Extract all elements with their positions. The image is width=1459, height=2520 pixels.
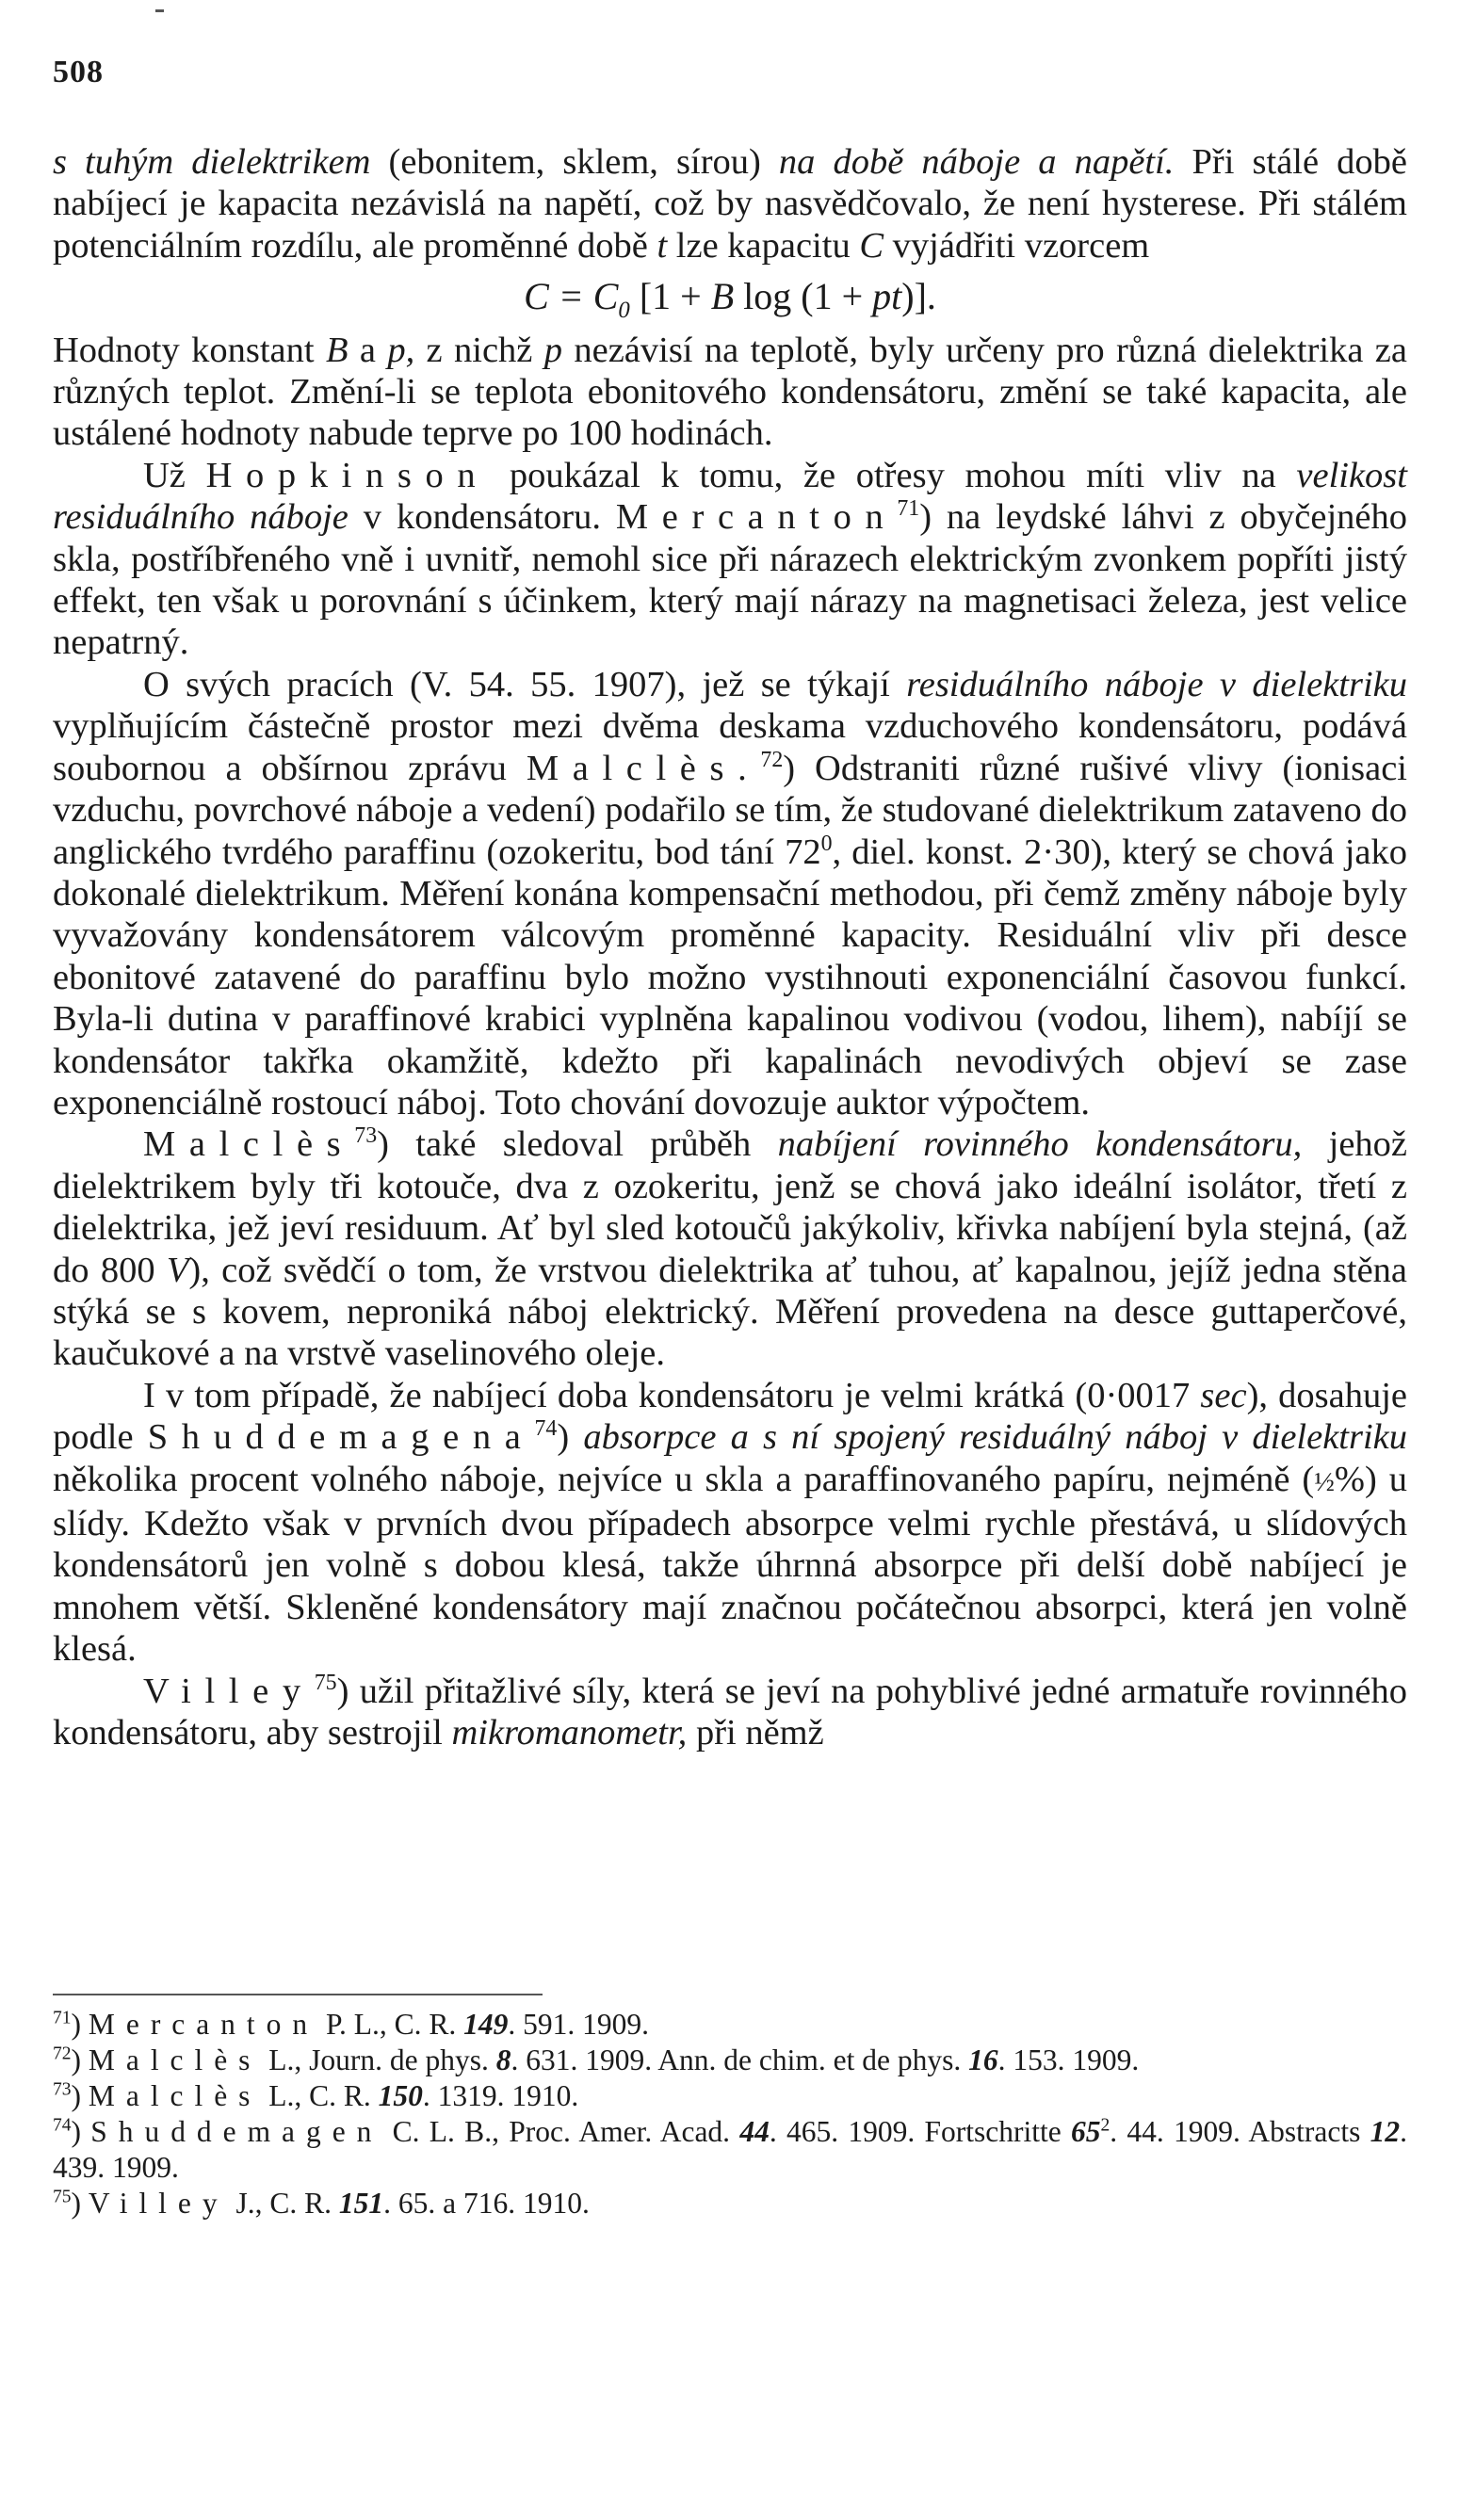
italic-phrase: nabíjení rovinného kondensátoru, bbox=[777, 1124, 1303, 1165]
footnote-author: Malclès bbox=[88, 2079, 262, 2112]
footnote-volume: 65 bbox=[1070, 2115, 1101, 2148]
text-run: vyjádřiti vzorcem bbox=[884, 225, 1150, 266]
capacity-formula bbox=[53, 275, 1407, 324]
footnote-text: . 631. 1909. Ann. de chim. et de phys. bbox=[511, 2043, 969, 2076]
text-run: několika procent volného náboje, nejvíce u skla a paraffinovaného papíru, nejméně ( bbox=[53, 1459, 1315, 1499]
footnote-71: $^{71}$) Mercanton P. L., C. R. 149. 591. 1909. bbox=[53, 2008, 649, 2041]
italic-unit: sec bbox=[1200, 1375, 1247, 1415]
text-run: ) Odstraniti různé rušivé vlivy (ionisaci vzduchu, povrchové náboje a vedení) podařilo se tím, že studované dielektrikum zataveno do anglického tvrdého paraffinu (ozokeritu, bod tání 72 bbox=[53, 748, 1408, 872]
text-run: ) také sledoval průběh bbox=[377, 1124, 778, 1165]
footnote-divider bbox=[53, 1994, 543, 1995]
author-name: Hopkinson bbox=[205, 455, 490, 495]
text-run: poukázal k tomu, že otřesy mohou míti vliv na bbox=[489, 455, 1297, 495]
footnote-author: Mercanton bbox=[88, 2008, 319, 2041]
footnotes bbox=[53, 2007, 1407, 2221]
footnote-volume: 149 bbox=[463, 2008, 509, 2041]
formula-part: [1 + bbox=[629, 275, 711, 318]
formula-subscript: 0 bbox=[618, 298, 630, 324]
footnote-text: L., Journ. de phys. bbox=[261, 2043, 496, 2076]
text-run: jehož dielektrikem byly tři kotouče, dva z ozokeritu, jenž se chová jako ideální isolátor, třetí z dielektrika, jež jeví residuum. Ať byl sled kotoučů jakýkoliv, křivka nabíjení byla stejná, (až do 800 bbox=[53, 1124, 1408, 1290]
author-name: Malclès. bbox=[526, 748, 761, 788]
formula-lhs: C = C bbox=[524, 275, 619, 318]
footnote-volume: 44 bbox=[739, 2115, 770, 2148]
text-run: v kondensátoru. bbox=[348, 497, 616, 538]
footnote-author: Shuddemagen bbox=[90, 2115, 383, 2148]
footnote-ref: 71 bbox=[897, 496, 920, 522]
paragraph-7 bbox=[53, 1671, 1407, 1754]
italic-symbol: t bbox=[657, 225, 668, 266]
italic-phrase: mikromanometr, bbox=[451, 1713, 688, 1753]
paragraph-4 bbox=[53, 664, 1407, 1123]
fraction: ½ bbox=[1314, 1466, 1335, 1497]
formula-pt: pt bbox=[872, 275, 902, 318]
text-run: a bbox=[348, 330, 388, 370]
text-run: lze kapacitu bbox=[667, 225, 860, 266]
footnote-text: . 465. 1909. Fortschritte bbox=[769, 2115, 1071, 2148]
text-run: (ebonitem, sklem, sírou) bbox=[370, 142, 779, 182]
text-run: nezávisí na teplotě, byly určeny pro různá dielektrika za různých teplot. Změní-li se teplota ebonitového kondensátoru, změní se také kapacita, ale ustálené hodnoty nabude teprve po 100 hodinách. bbox=[53, 330, 1407, 454]
footnote-text: . 591. 1909. bbox=[508, 2008, 649, 2041]
text-run: O svých pracích (V. 54. 55. 1907), jež se týkají bbox=[143, 664, 907, 704]
footnote-number: 74 bbox=[53, 2115, 72, 2136]
paragraph-3 bbox=[53, 455, 1407, 664]
footnote-75: $^{75}$) Villey J., C. R. 151. 65. a 716. 1910. bbox=[53, 2187, 590, 2220]
footnote-volume: 151 bbox=[338, 2187, 384, 2220]
footnote-text: J., C. R. bbox=[228, 2187, 339, 2220]
footnote-number: 72 bbox=[53, 2043, 72, 2064]
text-run: Už bbox=[143, 455, 206, 495]
footnote-number: 73 bbox=[53, 2079, 72, 2100]
text-run: ) na leydské láhvi z obyčejného skla, postříbřeného vně i uvnitř, nemohl sice při nárazech elektrickým zvonkem popříti jistý effekt, ten však u porovnání s účinkem, který mají nárazy na magnetisaci železa, jest velice nepatrný. bbox=[53, 497, 1407, 663]
footnote-text: . 65. a 716. 1910. bbox=[383, 2187, 590, 2220]
footnote-author: Villey bbox=[88, 2187, 229, 2220]
footnote-ref: 75 bbox=[314, 1670, 337, 1695]
page-number: 508 bbox=[53, 55, 104, 89]
formula-log: log (1 + bbox=[734, 275, 873, 318]
footnote-ref: 73 bbox=[354, 1123, 378, 1149]
paragraph-6 bbox=[53, 1375, 1407, 1671]
footnote-text: . 439. 1909. bbox=[53, 2115, 1407, 2184]
footnote-author: Malclès bbox=[88, 2043, 262, 2076]
footnote-volume: 12 bbox=[1370, 2115, 1401, 2148]
footnote-volume: 150 bbox=[378, 2079, 423, 2112]
italic-symbol: C bbox=[859, 225, 884, 266]
paragraph-1 bbox=[53, 141, 1407, 267]
footnote-text: P. L., C. R. bbox=[318, 2008, 464, 2041]
italic-phrase: na době náboje a napětí. bbox=[778, 142, 1175, 182]
footnote-number: 71 bbox=[53, 2008, 72, 2028]
text-run: I v tom případě, že nabíjecí doba kondensátoru je velmi krátká (0·0017 bbox=[143, 1375, 1201, 1415]
footnote-volume: 16 bbox=[968, 2043, 998, 2076]
footnote-text: C. L. B., Proc. Amer. Acad. bbox=[382, 2115, 740, 2148]
footnote-number: 75 bbox=[53, 2187, 72, 2207]
footnote-74: $^{74}$) Shuddemagen C. L. B., Proc. Amer. Acad. 44. 465. 1909. Fortschritte $65^2$. 44. 1909. Abstracts 12. 439. 1909. bbox=[53, 2115, 1407, 2184]
footnote-text: L., C. R. bbox=[261, 2079, 379, 2112]
formula-close: )]. bbox=[901, 275, 936, 318]
author-name: Mercanton bbox=[615, 497, 898, 538]
italic-phrase: residuálního náboje v dielektriku bbox=[906, 664, 1407, 704]
author-name: Shuddemagena bbox=[147, 1417, 535, 1458]
main-text bbox=[53, 141, 1407, 1753]
footnote-text: . 153. 1909. bbox=[997, 2043, 1140, 2076]
scan-mark bbox=[155, 9, 164, 12]
footnote-72: $^{72}$) Malclès L., Journ. de phys. 8. 631. 1909. Ann. de chim. et de phys. 16. 153. 1909. bbox=[53, 2043, 1140, 2076]
text-run: ) užil přitažlivé síly, která se jeví na pohyblivé jedné armatuře rovinného kondensátoru, aby sestrojil bbox=[53, 1671, 1407, 1753]
author-name: Malclès bbox=[143, 1124, 355, 1165]
text-run: Hodnoty konstant bbox=[53, 330, 326, 370]
italic-phrase: velikost residuálního náboje bbox=[53, 455, 1407, 538]
italic-phrase: s tuhým dielektrikem bbox=[53, 142, 371, 182]
italic-symbol: p bbox=[543, 330, 562, 370]
degree-mark: 0 bbox=[820, 831, 833, 856]
footnote-text: . 44. 1909. Abstracts bbox=[1110, 2115, 1370, 2148]
author-name: Villey bbox=[143, 1671, 315, 1711]
text-run: %) u slídy. Kdežto však v prvních dvou případech absorpce velmi rychle přestává, u slídových kondensátorů jen volně s dobou klesá, takže úhrnná absorpce při delší době nabíjecí je mnohem větší. Skleněné kondensátory mají značnou počátečnou absorpci, která jen volně klesá. bbox=[53, 1459, 1407, 1670]
footnote-text: . 1319. 1910. bbox=[422, 2079, 579, 2112]
text-run: ) bbox=[557, 1417, 584, 1458]
text-run: , diel. konst. 2·30), který se chová jako dokonalé dielektrikum. Měření konána kompensační methodou, při čemž změny náboje byly vyvažovány kondensátorem válcovým proměnné kapacity. Residuální vliv při desce ebonitové zatavené do paraffinu bylo možno vystihnouti exponenciální časovou funkcí. Byla-li dutina v paraffinové krabici vyplněna kapalinou vodivou (vodou, lihem), nabíjí se kondensátor takřka okamžitě, kdežto při kapalinách nevodivých objeví se zase exponenciálně rostoucí náboj. Toto chování dovozuje auktor výpočtem. bbox=[53, 832, 1407, 1123]
formula-B: B bbox=[710, 275, 735, 318]
paragraph-2 bbox=[53, 330, 1407, 455]
footnote-ref: 72 bbox=[760, 747, 784, 772]
footnote-73: $^{73}$) Malclès L., C. R. 150. 1319. 1910. bbox=[53, 2079, 579, 2112]
italic-phrase: absorpce a s ní spojený residuálný náboj v dielektriku bbox=[583, 1417, 1407, 1458]
footnote-ref: 74 bbox=[534, 1416, 558, 1442]
footnote-volume: 8 bbox=[495, 2043, 511, 2076]
text-run: ), dosahuje podle bbox=[53, 1375, 1407, 1458]
paragraph-5 bbox=[53, 1123, 1407, 1374]
italic-symbol: p, bbox=[387, 330, 415, 370]
text-run: ), což svědčí o tom, že vrstvou dielektrika ať tuhou, ať kapalnou, jejíž jedna stěna stýká se s kovem, neproniká náboj elektrický. Měření provedena na desce guttaperčové, kaučukové a na vrstvě vaselinového oleje. bbox=[53, 1250, 1408, 1374]
italic-symbol: V bbox=[166, 1250, 189, 1290]
text-run: při němž bbox=[687, 1713, 824, 1753]
italic-symbol: B bbox=[325, 330, 349, 370]
text-run: Při stálé době nabíjecí je kapacita nezávislá na napětí, což by nasvědčovalo, že není hysterese. Při stálém potenciálním rozdílu, ale proměnné době bbox=[53, 142, 1407, 266]
footnote-superscript: 2 bbox=[1100, 2115, 1110, 2136]
text-run: z nichž bbox=[414, 330, 544, 370]
text-run: vyplňujícím částečně prostor mezi dvěma deskama vzduchového kondensátoru, podává soubornou a obšírnou zprávu bbox=[53, 706, 1407, 788]
